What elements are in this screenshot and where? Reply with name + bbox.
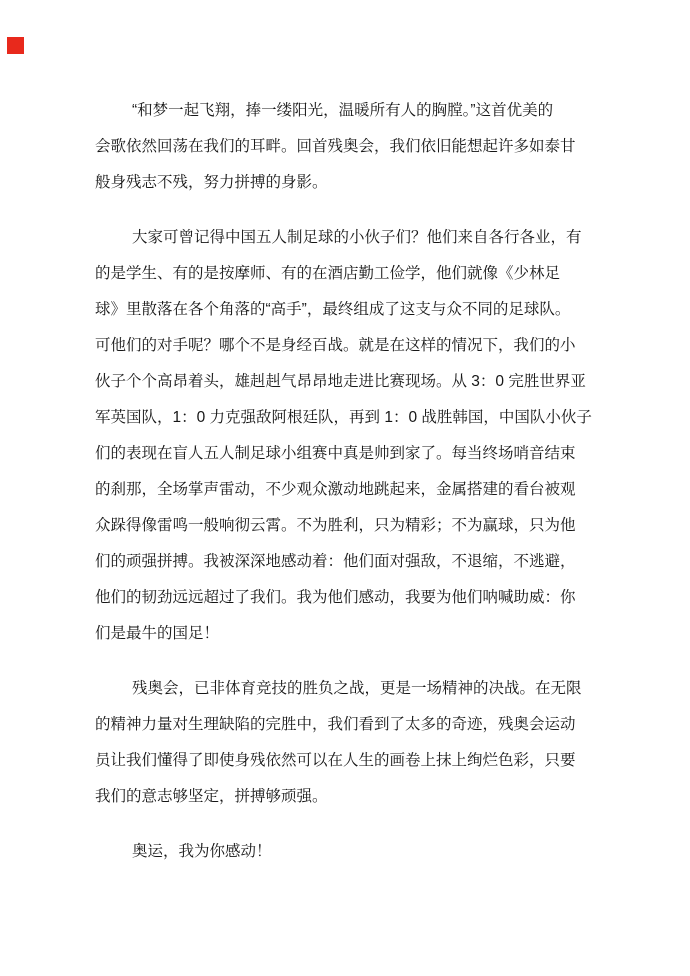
text-line: 的刹那，全场掌声雷动，不少观众激动地跳起来，金属搭建的看台被观 bbox=[95, 481, 576, 498]
text-line: 众跺得像雷鸣一般响彻云霄。不为胜利，只为精彩；不为赢球，只为他 bbox=[95, 517, 576, 534]
text-line: 大家可曾记得中国五人制足球的小伙子们？他们来自各行各业，有 bbox=[132, 229, 582, 246]
paragraph bbox=[95, 220, 595, 652]
text-line: 他们的韧劲远远超过了我们。我为他们感动，我要为他们呐喊助威：你 bbox=[95, 589, 576, 606]
text-line: 我们的意志够坚定，拼搏够顽强。 bbox=[95, 788, 328, 805]
text-line: 残奥会，已非体育竞技的胜负之战，更是一场精神的决战。在无限 bbox=[132, 680, 582, 697]
text-line: 们的顽强拼搏。我被深深地感动着：他们面对强敌，不退缩，不逃避， bbox=[95, 553, 576, 570]
text-line: 们的表现在盲人五人制足球小组赛中真是帅到家了。每当终场哨音结束 bbox=[95, 445, 576, 462]
text-line: “和梦一起飞翔，捧一缕阳光，温暖所有人的胸膛。”这首优美的 bbox=[132, 102, 554, 119]
paragraph bbox=[95, 93, 595, 201]
text-line: 伙子个个高昂着头，雄赳赳气昂昂地走进比赛现场。从 3：0 完胜世界亚 bbox=[95, 373, 586, 390]
text-line: 可他们的对手呢？哪个不是身经百战。就是在这样的情况下，我们的小 bbox=[95, 337, 576, 354]
text-line: 球》里散落在各个角落的“高手”，最终组成了这支与众不同的足球队。 bbox=[95, 301, 571, 318]
essay-body bbox=[95, 93, 595, 889]
text-line: 们是最牛的国足！ bbox=[95, 625, 220, 642]
text-line: 会歌依然回荡在我们的耳畔。回首残奥会，我们依旧能想起许多如泰甘 bbox=[95, 138, 576, 155]
paragraph bbox=[95, 671, 595, 815]
text-line: 的精神力量对生理缺陷的完胜中，我们看到了太多的奇迹，残奥会运动 bbox=[95, 716, 576, 733]
text-line: 军英国队，1：0 力克强敌阿根廷队，再到 1：0 战胜韩国，中国队小伙子 bbox=[95, 409, 592, 426]
red-click-marker bbox=[7, 37, 24, 54]
text-line: 的是学生、有的是按摩师、有的在酒店勤工俭学，他们就像《少林足 bbox=[95, 265, 561, 282]
paragraph bbox=[95, 834, 595, 870]
text-line: 般身残志不残，努力拼搏的身影。 bbox=[95, 174, 328, 191]
text-line: 员让我们懂得了即使身残依然可以在人生的画卷上抹上绚烂色彩，只要 bbox=[95, 752, 576, 769]
text-line: 奥运，我为你感动！ bbox=[132, 843, 272, 860]
